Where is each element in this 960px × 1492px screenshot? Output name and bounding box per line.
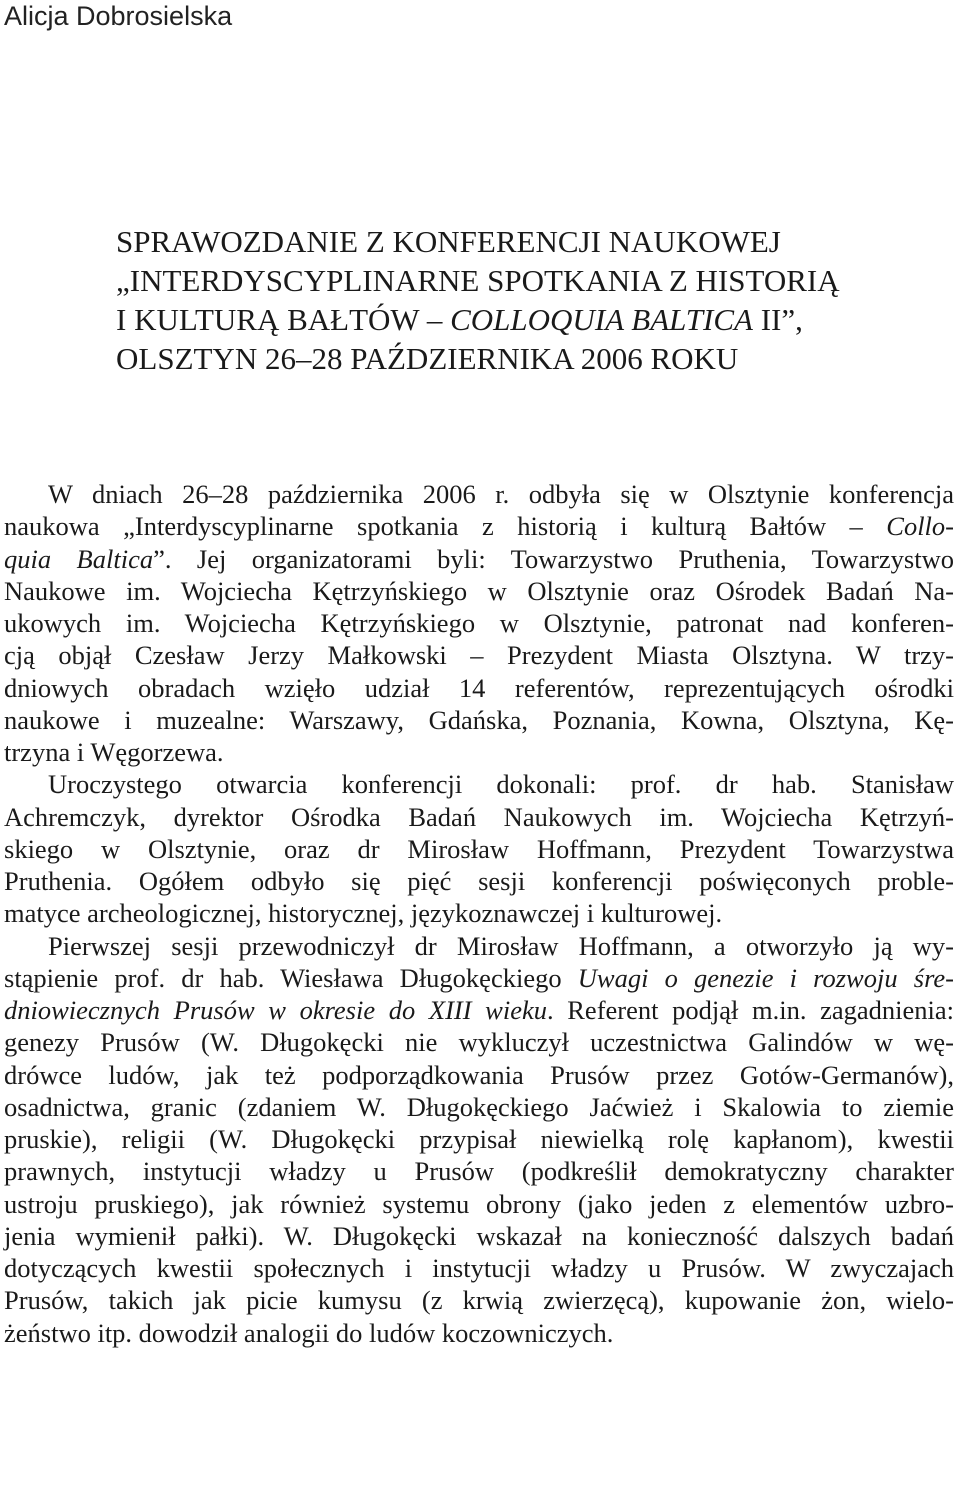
body-line-25: dotyczących kwestii społecznych i instytucji władzy u Prusów. W zwyczajach [4,1253,954,1283]
body-line-10: Uroczystego otwarcia konferencji dokonali: prof. dr hab. Stanisław [48,769,954,800]
title-line-2: „INTERDYSCYPLINARNE SPOTKANIA Z HISTORIĄ [116,263,840,298]
body-line-05: ukowych im. Wojciecha Kętrzyńskiego w Olsztynie, patronat nad konferen- [4,608,954,638]
title-line-3-part-c: II”, [752,302,803,337]
body-line-27: żeństwo itp. dowodził analogii do ludów koczowniczych. [4,1317,614,1348]
body-line-06: cją objął Czesław Jerzy Małkowski – Prezydent Miasta Olsztyna. W trzy- [4,640,954,671]
body-line-14: matyce archeologicznej, historycznej, językoznawczej i kulturowej. [4,898,723,929]
title-line-4: OLSZTYN 26–28 PAŹDZIERNIKA 2006 ROKU [116,341,739,376]
body-line-02 [4,510,954,542]
running-header-author: Alicja Dobrosielska [4,1,233,31]
body-line-03 [4,543,954,575]
title-line-3-part-a: I KULTURĄ BAŁTÓW – [116,302,451,337]
title-line-1: SPRAWOZDANIE Z KONFERENCJI NAUKOWEJ [116,224,781,259]
title-line-3 [116,300,916,339]
body-line-24: jenia wymienił pałki). W. Długokęcki wskazał na konieczność dalszych badań [4,1220,954,1251]
body-line-07: dniowych obradach wzięło udział 14 referentów, reprezentujących ośrodki [4,672,954,703]
report-body [4,478,954,1349]
body-line-04: Naukowe im. Wojciecha Kętrzyńskiego w Olsztynie oraz Ośrodek Badań Na- [4,575,954,606]
body-line-03-italic: quia Baltica [4,543,154,574]
body-line-11: Achremczyk, dyrektor Ośrodka Badań Naukowych im. Wojciecha Kętrzyń- [4,801,954,832]
body-line-17 [4,994,954,1026]
body-line-08: naukowe i muzealne: Warszawy, Gdańska, Poznania, Kowna, Olsztyna, Kę- [4,704,954,735]
body-line-03-part-b: ”. Jej organizatorami byli: Towarzystwo Pruthenia, Towarzystwo [153,543,954,574]
body-line-02-italic: Collo- [886,511,954,542]
title-conference-name-italic: COLLOQUIA BALTICA [450,302,753,337]
body-line-16-part-a: stąpienie prof. dr hab. Wiesława Długokęckiego [4,962,578,993]
report-title [116,222,916,378]
body-line-15: Pierwszej sesji przewodniczył dr Mirosław Hoffmann, a otworzyło ją wy- [48,930,954,961]
body-line-19: drówce ludów, jak też podporządkowania Prusów przez Gotów-Germanów), [4,1059,954,1090]
body-line-21: pruskie), religii (W. Długokęcki przypisał niewielką rolę kapłanom), kwestii [4,1124,954,1154]
body-line-16 [4,962,954,994]
body-line-26: Prusów, takich jak picie kumysu (z krwią zwierzęcą), kupowanie żon, wielo- [4,1285,954,1316]
body-line-01: W dniach 26–28 października 2006 r. odbyła się w Olsztynie konferencja [48,479,954,509]
body-line-20: osadnictwa, granic (zdaniem W. Długokęckiego Jaćwież i Skalowia to ziemie [4,1091,954,1122]
body-line-09: trzyna i Węgorzewa. [4,737,224,767]
body-line-13: Pruthenia. Ogółem odbyło się pięć sesji konferencji poświęconych proble- [4,866,954,896]
body-line-17-part-b: . Referent podjął m.in. zagadnienia: [547,995,954,1025]
body-line-02-part-a: naukowa „Interdyscyplinarne spotkania z historią i kulturą Bałtów – [4,511,887,542]
body-line-18: genezy Prusów (W. Długokęcki nie wykluczył uczestnictwa Galindów w wę- [4,1027,954,1058]
body-line-17-italic: dniowiecznych Prusów w okresie do XIII wieku [4,995,547,1025]
body-line-22: prawnych, instytucji władzy u Prusów (podkreślił demokratyczny charakter [4,1156,954,1187]
body-line-12: skiego w Olsztynie, oraz dr Mirosław Hoffmann, Prezydent Towarzystwa [4,833,954,864]
body-line-23: ustroju pruskiego), jak również systemu obrony (jako jeden z elementów uzbro- [4,1188,954,1219]
body-line-16-italic: Uwagi o genezie i rozwoju śre- [577,962,954,993]
